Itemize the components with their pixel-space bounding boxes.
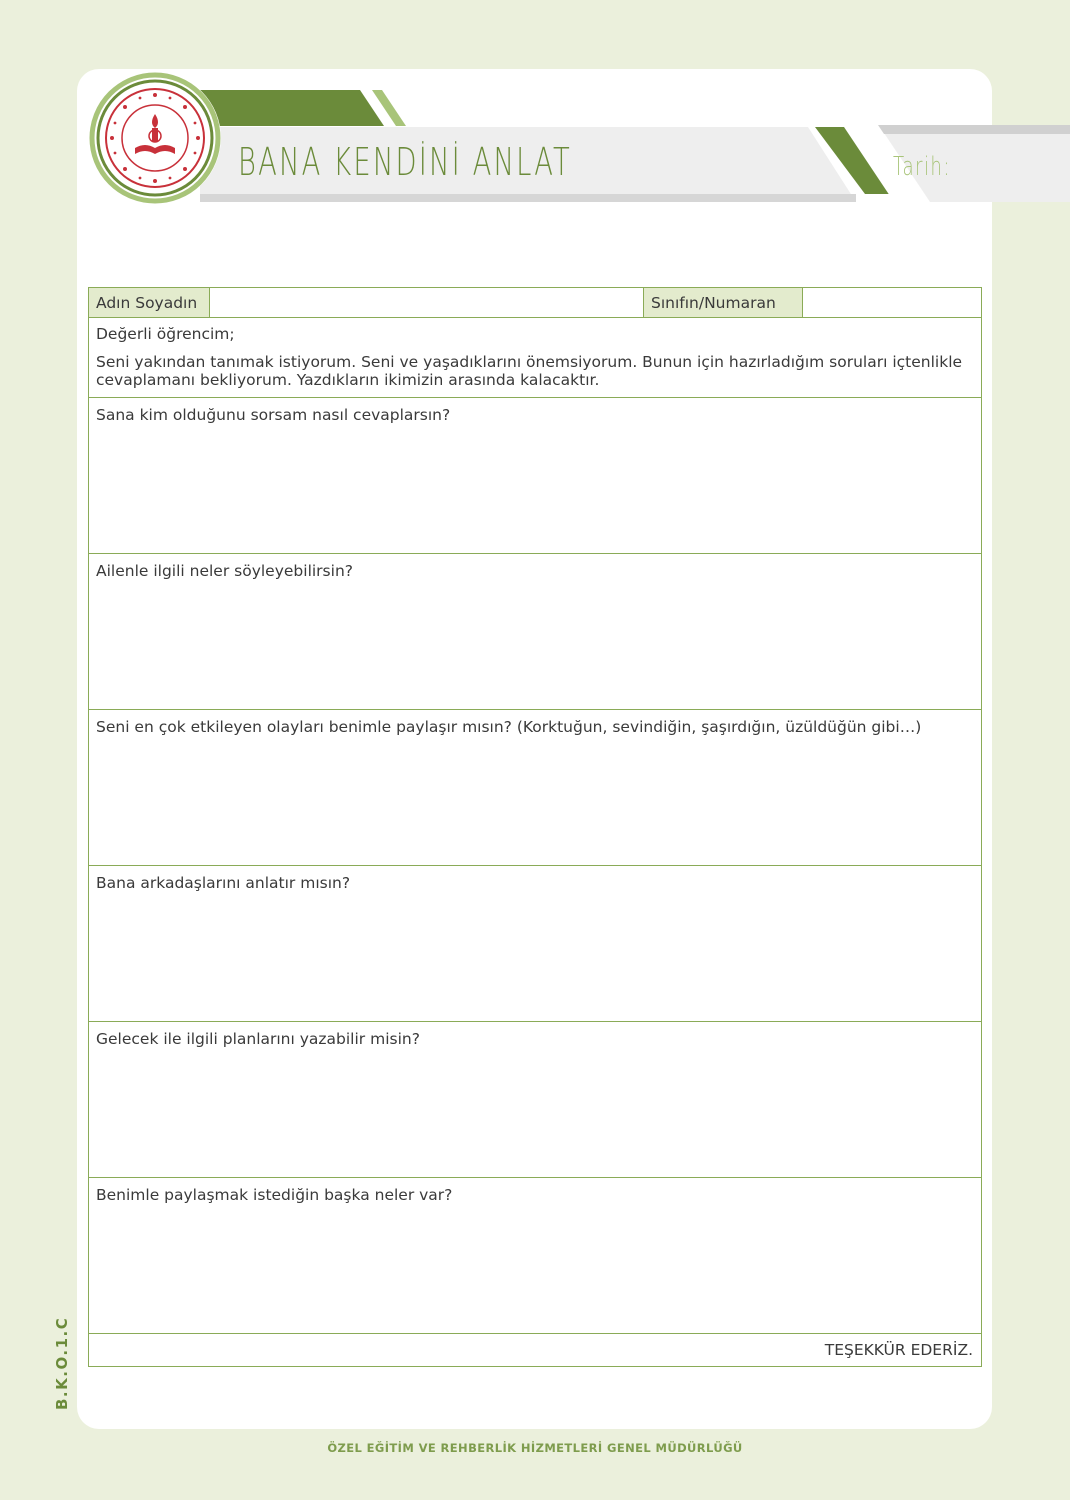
date-label: Tarih: [893, 152, 951, 182]
intro-paragraph: Seni yakından tanımak istiyorum. Seni ve yaşadıklarını önemsiyorum. Bunun için hazırladığım soruları içtenlikle cevaplamanı bekliyorum. Yazdıkların ikimizin arasında kalacaktır. [96, 353, 963, 389]
question-5-answer-box[interactable] [89, 1022, 982, 1178]
question-2-answer-box[interactable] [89, 554, 982, 710]
question-6-text: Benimle paylaşmak istediğin başka neler var? [96, 1186, 453, 1204]
page-title: BANA KENDİNİ ANLAT [238, 140, 572, 184]
question-6-answer-box[interactable] [89, 1178, 982, 1334]
question-4-text: Bana arkadaşlarını anlatır mısın? [96, 874, 351, 892]
name-field[interactable] [210, 288, 644, 318]
question-1-text: Sana kim olduğunu sorsam nasıl cevaplarsın? [96, 406, 451, 424]
student-form [88, 287, 982, 1367]
ministry-seal [85, 70, 225, 210]
question-4-answer-box[interactable] [89, 866, 982, 1022]
footer-text: ÖZEL EĞİTİM VE REHBERLİK HİZMETLERİ GENEL MÜDÜRLÜĞÜ [327, 1441, 743, 1455]
class-number-field[interactable] [803, 288, 982, 318]
question-2-text: Ailenle ilgili neler söyleyebilirsin? [96, 562, 353, 580]
question-3-answer-box[interactable] [89, 710, 982, 866]
intro-text [89, 318, 982, 398]
name-label: Adın Soyadın [89, 288, 210, 318]
greeting: Değerli öğrencim; [96, 325, 235, 343]
class-number-label: Sınıfın/Numaran [644, 288, 803, 318]
thanks-text: TEŞEKKÜR EDERİZ. [89, 1334, 982, 1367]
question-5-text: Gelecek ile ilgili planlarını yazabilir misin? [96, 1030, 420, 1048]
form-code: B.K.O.1.C [53, 1316, 71, 1410]
question-3-text: Seni en çok etkileyen olayları benimle paylaşır mısın? (Korktuğun, sevindiğin, şaşırdığın, üzüldüğün gibi…) [96, 718, 922, 736]
question-1-answer-box[interactable] [89, 398, 982, 554]
